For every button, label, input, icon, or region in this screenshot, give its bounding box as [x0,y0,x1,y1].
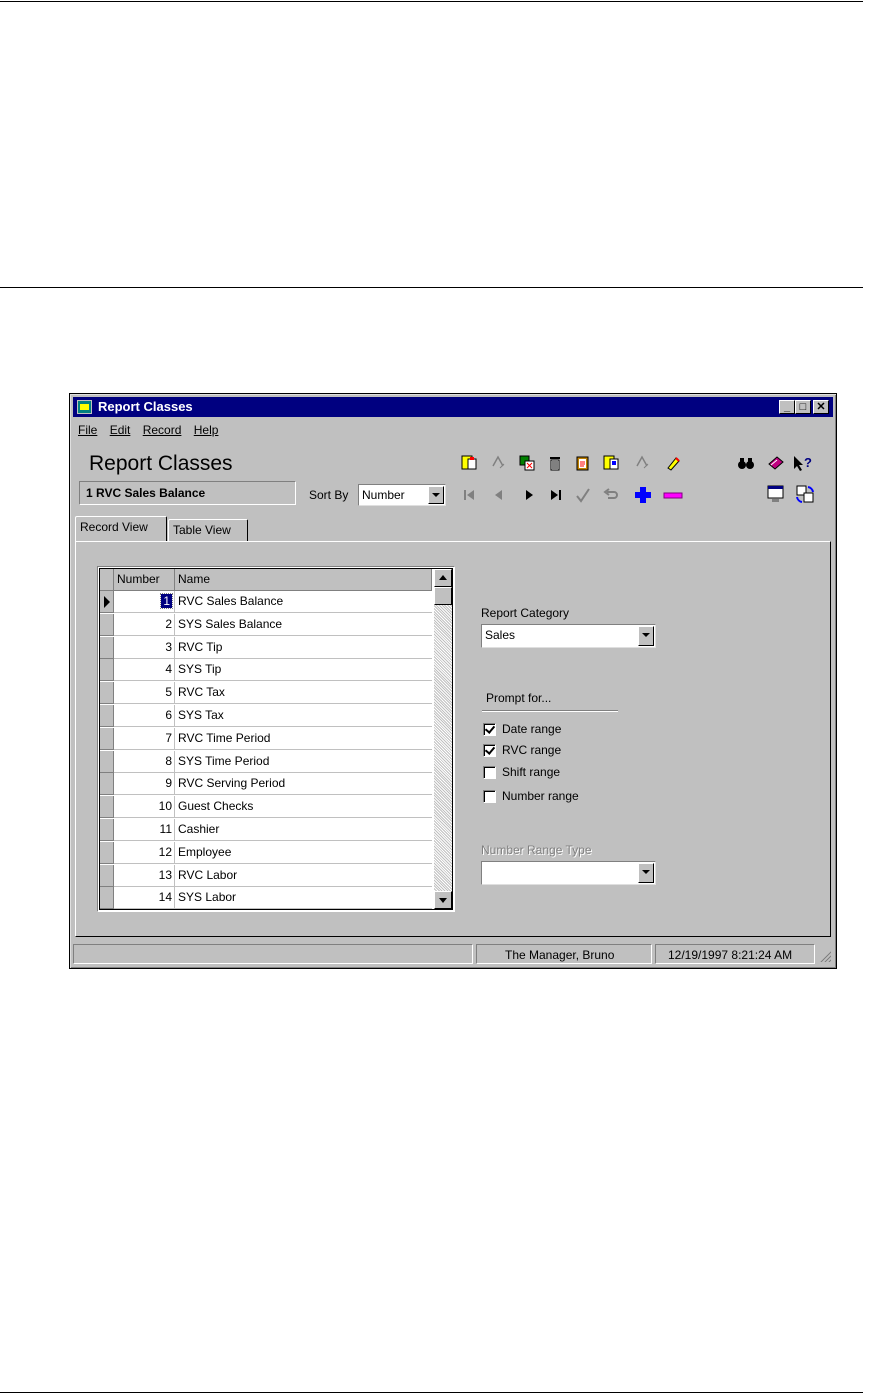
add-icon[interactable] [633,485,653,505]
report-category-value: Sales [485,628,516,642]
number-range-type-label: Number Range Type [481,843,592,857]
row-number: 4 [165,662,172,677]
row-selector[interactable] [100,637,114,659]
table-row[interactable] [100,887,435,910]
row-selector[interactable] [100,773,114,795]
row-number-cell[interactable] [114,842,175,864]
row-selector[interactable] [100,865,114,887]
find-icon[interactable] [736,453,756,473]
row-number-cell[interactable] [114,865,175,887]
sort-by-select[interactable] [358,484,446,506]
row-name-cell[interactable]: RVC Time Period [175,728,432,750]
row-selector[interactable] [100,591,114,613]
table-row[interactable] [100,591,435,614]
shift-range-label[interactable]: Shift range [502,765,561,779]
row-number-cell[interactable] [114,705,175,727]
paste-icon[interactable] [517,453,537,473]
last-record-icon[interactable] [546,485,566,505]
status-datetime-text: 12/19/1997 8:21:24 AM [668,948,793,962]
row-number-cell[interactable] [114,796,175,818]
row-name-cell[interactable]: SYS Tip [175,659,432,681]
copy-icon[interactable] [489,453,509,473]
row-name-cell[interactable]: Employee [175,842,432,864]
row-selector[interactable] [100,659,114,681]
tab-record-view-label: Record View [80,520,148,534]
clipboard-icon[interactable] [573,453,593,473]
row-number-cell[interactable] [114,591,175,613]
sort-by-value: Number [362,488,405,502]
row-name-cell[interactable]: SYS Labor [175,887,432,909]
records-grid[interactable] [97,566,455,912]
undo-icon[interactable] [633,453,653,473]
row-number: 13 [158,867,172,882]
column-header-name[interactable]: Name [175,569,432,591]
row-name-cell[interactable]: RVC Tax [175,682,432,704]
table-row[interactable] [100,773,435,796]
table-row[interactable] [100,865,435,888]
new-record-icon[interactable] [459,453,479,473]
scroll-thumb[interactable] [434,587,452,605]
current-record-display: 1 RVC Sales Balance [79,481,296,505]
row-selector[interactable] [100,705,114,727]
top-rule [0,1,863,2]
row-number-cell[interactable] [114,728,175,750]
table-row[interactable] [100,637,435,660]
table-row[interactable] [100,705,435,728]
table-row[interactable] [100,819,435,842]
table-row[interactable] [100,842,435,865]
row-selector[interactable] [100,682,114,704]
status-user [476,944,652,964]
tab-table-view[interactable] [168,519,248,541]
row-number: 3 [165,639,172,654]
row-selector[interactable] [100,796,114,818]
row-number: 11 [159,822,172,836]
number-range-type-select[interactable] [481,861,656,885]
row-number-cell[interactable] [114,614,175,636]
number-range-label[interactable]: Number range [502,789,579,803]
report-classes-window [69,393,837,969]
row-number-cell[interactable] [114,773,175,795]
vertical-scrollbar[interactable] [434,569,452,909]
report-category-select[interactable] [481,624,656,648]
form-title: Report Classes [89,452,233,475]
grid-corner [100,569,114,591]
menu-edit-label: Edit [109,423,131,437]
row-name-cell[interactable]: Guest Checks [175,796,432,818]
title-bar[interactable] [73,397,833,417]
row-name-cell[interactable]: SYS Sales Balance [175,614,432,636]
row-selector[interactable] [100,819,114,841]
row-number: 1 [163,594,170,608]
row-name-cell[interactable]: RVC Tip [175,637,432,659]
grid-body [99,568,453,910]
revert-icon[interactable] [601,485,621,505]
date-range-label[interactable]: Date range [502,722,562,736]
status-bar [73,944,833,964]
table-row[interactable] [100,682,435,705]
resize-grip[interactable] [819,950,831,962]
scroll-down-button[interactable] [434,891,452,909]
menu-edit[interactable] [110,423,131,437]
row-name-cell[interactable]: Cashier [175,819,432,841]
row-number: 9 [165,776,172,791]
row-number-cell[interactable] [114,751,175,773]
confirm-icon[interactable] [573,485,593,505]
section-rule [0,287,863,288]
row-selector[interactable] [100,751,114,773]
row-name-cell[interactable]: SYS Tax [175,705,432,727]
row-selector[interactable] [100,887,114,909]
delete-icon[interactable] [545,453,565,473]
next-record-icon[interactable] [519,485,539,505]
close-button[interactable]: ✕ [813,400,829,414]
table-row[interactable] [100,659,435,682]
previous-record-icon[interactable] [489,485,509,505]
bottom-rule [0,1392,863,1393]
row-name-cell[interactable]: SYS Time Period [175,751,432,773]
tab-table-view-label: Table View [173,523,231,537]
window-icon[interactable] [766,484,786,504]
remove-icon[interactable] [663,485,683,505]
number-range-checkbox[interactable] [483,790,496,803]
menu-record[interactable] [143,423,182,437]
row-number-cell[interactable] [114,659,175,681]
row-number-cell[interactable] [114,819,175,841]
chevron-down-icon[interactable] [638,863,654,883]
row-name-cell[interactable]: RVC Labor [175,865,432,887]
row-number-cell[interactable] [114,682,175,704]
menu-record-label: Record [142,423,182,437]
menu-file-label: File [78,423,98,437]
row-selector[interactable] [100,614,114,636]
row-name-cell[interactable]: RVC Sales Balance [175,591,432,613]
row-number: 7 [165,730,172,745]
menu-bar [78,423,227,441]
rvc-range-label[interactable]: RVC range [502,743,562,757]
clear-icon[interactable] [663,453,683,473]
chevron-down-icon[interactable] [428,486,444,504]
table-row[interactable] [100,728,435,751]
chevron-down-icon[interactable] [638,626,654,646]
row-number: 8 [165,753,172,768]
row-number: 14 [158,890,172,905]
prompt-for-label: Prompt for... [486,691,552,705]
status-user-text: The Manager, Bruno [505,948,615,962]
row-name-cell[interactable]: RVC Serving Period [175,773,432,795]
column-header-number[interactable]: Number [114,569,175,591]
row-number: 6 [165,708,172,722]
maximize-button[interactable]: □ [795,400,811,414]
table-row[interactable] [100,614,435,637]
menu-help-label: Help [193,423,219,437]
sort-by-label: Sort By [309,488,349,502]
row-number: 12 [158,844,172,859]
window-title: Report Classes [98,399,193,414]
row-number: 5 [165,685,172,700]
shift-range-checkbox[interactable] [483,766,496,779]
menu-file[interactable] [78,423,97,437]
row-number-cell[interactable] [114,637,175,659]
row-selector[interactable] [100,728,114,750]
tab-record-view[interactable] [75,516,167,541]
refresh-icon[interactable] [794,484,814,504]
minimize-button[interactable]: _ [779,400,795,414]
table-row[interactable] [100,751,435,774]
row-selector[interactable] [100,842,114,864]
status-datetime [655,944,815,964]
svg-text:?: ? [804,455,812,470]
row-number: 10 [158,799,172,814]
row-number: 2 [165,616,172,631]
rvc-range-checkbox[interactable] [483,744,496,757]
table-row[interactable] [100,796,435,819]
menu-help[interactable] [194,423,219,437]
prompt-for-divider [482,710,618,712]
status-message [73,944,473,964]
app-icon[interactable] [77,400,92,414]
first-record-icon[interactable] [459,485,479,505]
book-icon[interactable] [766,453,786,473]
report-category-label: Report Category [481,606,570,620]
row-number-cell[interactable] [114,887,175,909]
date-range-checkbox[interactable] [483,723,496,736]
open-record-icon[interactable] [601,453,621,473]
scroll-up-button[interactable] [434,569,452,587]
help-pointer-icon[interactable] [792,453,812,473]
